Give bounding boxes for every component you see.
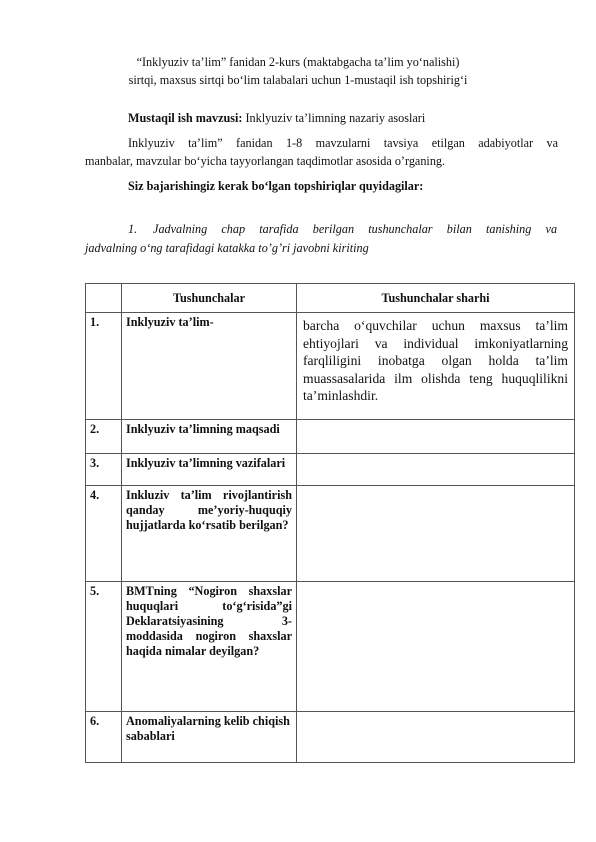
table-row <box>86 420 575 454</box>
task-1-number: 1. <box>128 222 138 236</box>
row-number: 2. <box>86 420 122 454</box>
row-description[interactable] <box>297 486 575 582</box>
task-1-line-1 <box>128 221 558 237</box>
row-concept: Inkluziv ta’lim rivojlantirish qanday me’yoriy-huquqiy hujjatlarda ko‘rsatib berilgan? <box>122 486 297 582</box>
row-description[interactable] <box>297 712 575 763</box>
row-number: 3. <box>86 454 122 486</box>
row-concept: Inklyuziv ta’limning maqsadi <box>122 420 297 454</box>
table-row <box>86 486 575 582</box>
row-concept: Anomaliyalarning kelib chiqish sabablari <box>122 712 297 763</box>
row-description[interactable] <box>297 420 575 454</box>
row-number: 6. <box>86 712 122 763</box>
topic-label: Mustaqil ish mavzusi: <box>128 111 243 125</box>
task-1-line-2: jadvalning o‘ng tarafidagi katakka to’g’ri javobni kiriting <box>85 241 369 255</box>
table-row <box>86 313 575 420</box>
task-1-text: Jadvalning chap tarafida berilgan tushunchalar bilan tanishing va <box>153 222 558 236</box>
header-line-2: sirtqi, maxsus sirtqi bo‘lim talabalari uchun 1-mustaqil ish topshirig‘i <box>128 73 468 87</box>
header-line-1: “Inklyuziv ta’lim” fanidan 2-kurs (maktabgacha ta’lim yo‘nalishi) <box>136 55 460 69</box>
header-cell-concepts: Tushunchalar <box>122 284 297 313</box>
intro-line-1: Inklyuziv ta’lim” fanidan 1-8 mavzularni tavsiya etilgan adabiyotlar va <box>128 136 558 150</box>
table-header-row <box>86 284 575 313</box>
row-description[interactable]: barcha o‘quvchilar uchun maxsus ta’lim ehtiyojlari va individual imkoniyatlarning farqliligini inobatga olgan holda ta’lim muassasalarida ilm olishda teng huquqlilikni ta’minlashdir. <box>297 313 575 420</box>
concepts-table <box>85 283 575 763</box>
header-cell-descriptions: Tushunchalar sharhi <box>297 284 575 313</box>
tasks-heading <box>128 178 423 194</box>
table-row <box>86 582 575 712</box>
row-concept: Inklyuziv ta’lim- <box>122 313 297 420</box>
row-description[interactable] <box>297 582 575 712</box>
header-cell-number <box>86 284 122 313</box>
row-concept: BMTning “Nogiron shaxslar huquqlari to‘g‘risida”gi Deklaratsiyasining 3-moddasida nogiron shaxslar haqida nimalar deyilgan? <box>122 582 297 712</box>
row-number: 5. <box>86 582 122 712</box>
table-row <box>86 454 575 486</box>
row-number: 4. <box>86 486 122 582</box>
topic-line <box>128 110 425 126</box>
row-number: 1. <box>86 313 122 420</box>
topic-value: Inklyuziv ta’limning nazariy asoslari <box>245 111 426 125</box>
row-description[interactable] <box>297 454 575 486</box>
intro-line-2: manbalar, mavzular bo‘yicha tayyorlangan taqdimotlar asosida o’rganing. <box>85 154 446 168</box>
tasks-heading-text: Siz bajarishingiz kerak bo‘lgan topshiriqlar quyidagilar: <box>128 179 424 193</box>
row-concept: Inklyuziv ta’limning vazifalari <box>122 454 297 486</box>
table-row <box>86 712 575 763</box>
